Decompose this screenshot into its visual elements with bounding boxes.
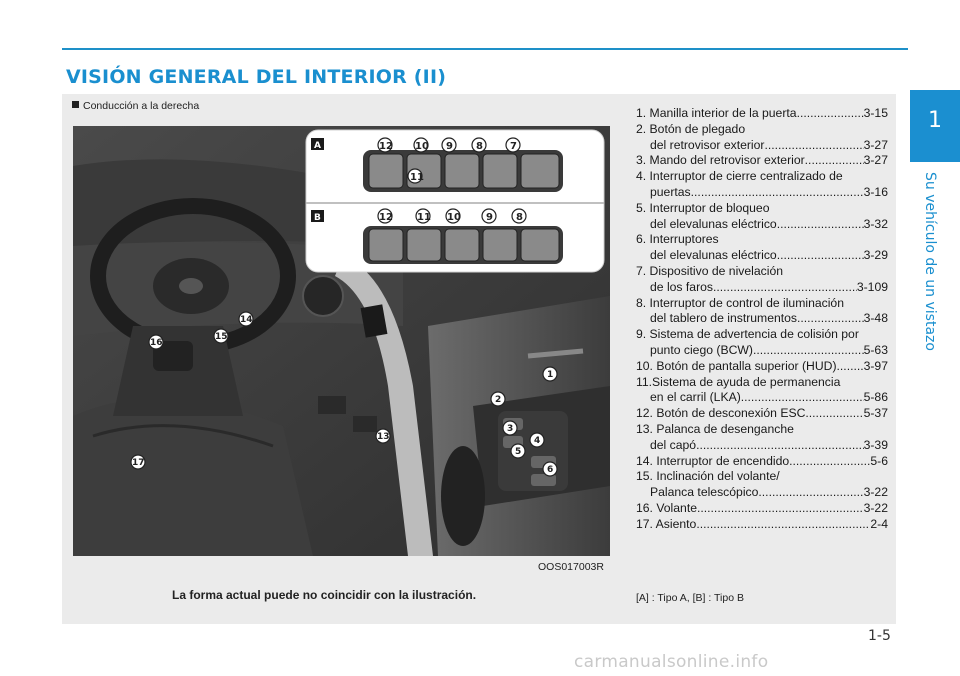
- list-item-page-ref: 3-29: [863, 248, 888, 263]
- inset-b-switches: [363, 226, 563, 264]
- list-item-line: [636, 485, 888, 501]
- list-item-line: [636, 406, 888, 422]
- list-item-page-ref: 3-109: [856, 279, 888, 294]
- list-item: [636, 201, 888, 233]
- list-item-page-ref: 3-27: [863, 137, 888, 152]
- list-item-text: 14. Interruptor de encendido: [636, 453, 790, 468]
- top-rule: [62, 48, 908, 50]
- list-item-line: [636, 390, 888, 406]
- list-item: [636, 106, 888, 122]
- callout-label: 17: [132, 458, 145, 468]
- leader-dots: [805, 406, 863, 422]
- list-item-text: 15. Inclinación del volante/: [636, 469, 780, 484]
- callout-label: 4: [534, 436, 541, 446]
- figure-subheading: [72, 100, 199, 112]
- list-item-page-ref: 3-48: [863, 311, 888, 326]
- callout-label: 6: [547, 465, 554, 475]
- list-item: [636, 296, 888, 328]
- leader-dots: [741, 390, 864, 406]
- inset-a-label: 9: [446, 141, 453, 152]
- list-item-text: 8. Interruptor de control de iluminación: [636, 295, 844, 310]
- list-item-text: 9. Sistema de advertencia de colisión por: [636, 327, 859, 342]
- callout-label: 15: [215, 332, 228, 342]
- list-item-line: [636, 454, 888, 470]
- inset-a-label: 8: [476, 141, 483, 152]
- leader-dots: [789, 454, 870, 470]
- list-item-text: 6. Interruptores: [636, 232, 719, 247]
- list-item-text: 11.Sistema de ayuda de permanencia: [636, 374, 841, 389]
- callout-label: 3: [507, 424, 514, 434]
- list-item-text: 3. Mando del retrovisor exterior: [636, 153, 805, 168]
- subheading-text: Conducción a la derecha: [83, 100, 200, 112]
- list-item: [636, 454, 888, 470]
- callout-label: 14: [240, 315, 253, 325]
- list-item-page-ref: 3-22: [863, 500, 888, 515]
- list-item: [636, 359, 888, 375]
- list-item-page-ref: 5-86: [863, 390, 888, 405]
- list-item-text: de los faros: [650, 279, 714, 294]
- type-legend: [A] : Tipo A, [B] : Tipo B: [636, 592, 744, 604]
- leader-dots: [697, 501, 864, 517]
- square-bullet-icon: [72, 101, 79, 108]
- watermark: carmanualsonline.info: [574, 652, 769, 672]
- leader-dots: [696, 438, 864, 454]
- leader-dots: [691, 185, 864, 201]
- list-item-page-ref: 3-16: [863, 184, 888, 199]
- inset-b-label: 8: [516, 212, 523, 223]
- list-item-line: [636, 122, 888, 138]
- inset-a-switches: [363, 150, 563, 192]
- list-item-line: [636, 264, 888, 280]
- list-item-text: puertas: [650, 184, 691, 199]
- list-item-page-ref: 5-6: [870, 453, 888, 468]
- list-item-page-ref: 3-32: [863, 216, 888, 231]
- list-item-text: Palanca telescópico: [650, 485, 759, 500]
- list-item-text: del elevalunas eléctrico: [650, 216, 777, 231]
- inset-b-label: 9: [486, 212, 493, 223]
- list-item-text: 12. Botón de desconexión ESC: [636, 406, 806, 421]
- callout-label: 2: [495, 395, 502, 405]
- list-item: [636, 406, 888, 422]
- component-list: [636, 106, 888, 533]
- leader-dots: [753, 343, 864, 359]
- inset-b-label: 10: [447, 212, 461, 223]
- list-item-line: [636, 296, 888, 312]
- list-item: [636, 122, 888, 154]
- list-item-line: [636, 469, 888, 485]
- leader-dots: [797, 311, 864, 327]
- list-item-line: [636, 517, 888, 533]
- list-item-line: [636, 201, 888, 217]
- list-item: [636, 375, 888, 407]
- leader-dots: [764, 138, 863, 154]
- list-item-text: del tablero de instrumentos: [650, 311, 798, 326]
- list-item-line: [636, 359, 888, 375]
- list-item-line: [636, 169, 888, 185]
- callout-label: 13: [377, 432, 390, 442]
- callout-label: 5: [515, 447, 522, 457]
- list-item-line: [636, 438, 888, 454]
- list-item-text: 1. Manilla interior de la puerta: [636, 106, 797, 120]
- inset-b-tag-text: B: [314, 213, 321, 223]
- list-item-text: 2. Botón de plegado: [636, 121, 746, 136]
- list-item-line: [636, 422, 888, 438]
- list-item: [636, 153, 888, 169]
- list-item-text: del capó: [650, 437, 697, 452]
- list-item-page-ref: 5-63: [863, 342, 888, 357]
- inset-a-label: 7: [510, 141, 517, 152]
- list-item-text: 13. Palanca de desenganche: [636, 421, 794, 436]
- list-item: [636, 517, 888, 533]
- list-item-line: [636, 501, 888, 517]
- list-item-text: 10. Botón de pantalla superior (HUD): [636, 358, 837, 373]
- list-item-text: en el carril (LKA): [650, 390, 741, 405]
- list-item-text: 5. Interruptor de bloqueo: [636, 200, 770, 215]
- callout-label: 16: [150, 338, 163, 348]
- list-item-line: [636, 375, 888, 391]
- leader-dots: [777, 217, 864, 233]
- chapter-label: Su vehículo de un vistazo: [922, 172, 938, 351]
- list-item-text: 4. Interruptor de cierre centralizado de: [636, 169, 843, 184]
- interior-illustration-svg: [73, 126, 610, 556]
- list-item-page-ref: 2-4: [870, 516, 888, 531]
- inset-a-label: 11: [410, 172, 424, 183]
- list-item-text: punto ciego (BCW): [650, 342, 753, 357]
- chapter-label-wrap: [922, 172, 950, 372]
- leader-dots: [837, 359, 864, 375]
- leader-dots: [777, 248, 864, 264]
- leader-dots: [696, 517, 870, 533]
- list-item-line: [636, 217, 888, 233]
- list-item: [636, 232, 888, 264]
- list-item-line: [636, 138, 888, 154]
- figure-caption: La forma actual puede no coincidir con la ilustración.: [172, 588, 477, 602]
- leader-dots: [713, 280, 857, 296]
- list-item-line: [636, 185, 888, 201]
- list-item-page-ref: 5-37: [863, 406, 888, 421]
- inset-a-label: 12: [379, 141, 393, 152]
- list-item: [636, 169, 888, 201]
- list-item-page-ref: 3-27: [863, 153, 888, 168]
- list-item-text: del retrovisor exterior: [650, 137, 765, 152]
- inset-b-label: 12: [379, 212, 393, 223]
- inset-a-tag-text: A: [314, 141, 321, 151]
- list-item: [636, 501, 888, 517]
- list-item: [636, 469, 888, 501]
- figure-code: OOS017003R: [538, 561, 604, 573]
- list-item-line: [636, 327, 888, 343]
- list-item: [636, 264, 888, 296]
- list-item: [636, 422, 888, 454]
- list-item-text: 7. Dispositivo de nivelación: [636, 263, 784, 278]
- list-item-line: [636, 311, 888, 327]
- inset-b-label: 11: [417, 212, 431, 223]
- list-item-text: 17. Asiento: [636, 516, 697, 531]
- page-title: VISIÓN GENERAL DEL INTERIOR (II): [66, 66, 447, 88]
- list-item-page-ref: 3-22: [863, 485, 888, 500]
- page-number: 1-5: [868, 628, 891, 644]
- interior-illustration: [73, 126, 610, 556]
- list-item-line: [636, 106, 888, 122]
- list-item-line: [636, 280, 888, 296]
- list-item-text: del elevalunas eléctrico: [650, 248, 777, 263]
- callout-label: 1: [547, 370, 554, 380]
- list-item-text: 16. Volante: [636, 500, 697, 515]
- leader-dots: [805, 153, 864, 169]
- list-item-page-ref: 3-97: [863, 358, 888, 373]
- leader-dots: [758, 485, 863, 501]
- leader-dots: [797, 106, 864, 122]
- list-item-line: [636, 153, 888, 169]
- list-item-line: [636, 343, 888, 359]
- list-item: [636, 327, 888, 359]
- list-item-line: [636, 248, 888, 264]
- list-item-page-ref: 3-15: [863, 106, 888, 120]
- chapter-number: 1: [928, 108, 942, 133]
- inset-a-label: 10: [415, 141, 429, 152]
- list-item-page-ref: 3-39: [863, 437, 888, 452]
- list-item-line: [636, 232, 888, 248]
